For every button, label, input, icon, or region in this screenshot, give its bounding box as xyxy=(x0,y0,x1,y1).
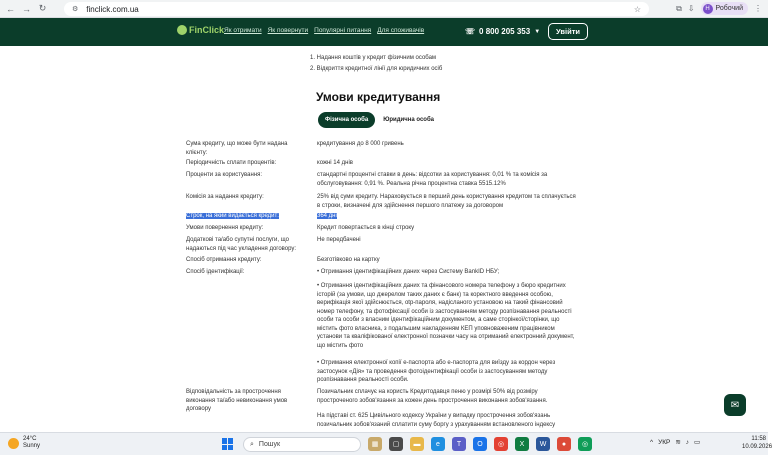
logo-text: FinClick xyxy=(189,25,225,35)
language-indicator[interactable]: УКР xyxy=(658,438,671,446)
row-value: • Отримання електронної копії е-паспорта або е-паспорта для виїзду за кордон через застосунок «Дія» та проведення фотоідентифікації особи із застосуванням методу розпізнавання реальності особи. xyxy=(317,360,556,383)
row-label: Умови повернення кредиту: xyxy=(186,225,264,231)
tab-individual[interactable]: Фізична особа xyxy=(318,112,375,128)
phone-dropdown[interactable] xyxy=(465,27,540,36)
nav-link-how-to-repay[interactable]: Як повернути xyxy=(267,27,309,34)
logo-mark-icon xyxy=(177,25,187,35)
nav-link-consumers[interactable]: Для споживачів xyxy=(377,27,425,34)
address-bar[interactable] xyxy=(64,2,649,16)
chat-button[interactable] xyxy=(724,394,746,416)
widget-app-icon[interactable]: ▦ xyxy=(368,437,382,451)
row-value: Кредит повертається в кінці строку xyxy=(317,225,415,231)
wifi-icon[interactable]: ≋ xyxy=(675,439,681,446)
weather-widget[interactable] xyxy=(8,436,40,450)
teams-icon[interactable]: T xyxy=(452,437,466,451)
clock-date: 10.09.2026 xyxy=(742,444,772,450)
row-label: Періодичність сплати процентів: xyxy=(186,160,277,166)
battery-icon[interactable]: ▭ xyxy=(694,439,701,446)
tab-legal-entity[interactable]: Юридична особа xyxy=(383,117,434,123)
row-value: 25% від суми кредиту. Нараховується в перший день користування кредитом та сплачується в строки, визначені для здійснення першого платежу за договором xyxy=(317,194,576,209)
start-button[interactable] xyxy=(222,438,234,450)
row-label: Сума кредиту, що може бути надана клієнту: xyxy=(186,141,288,156)
site-header xyxy=(0,18,768,46)
nav-link-faq[interactable]: Популярні питання xyxy=(314,27,372,34)
row-value: На підставі ст. 625 Цивільного кодексу України у випадку прострочення зобов'язань позичальник зобов'язаний сплатити суму боргу з урахуванням встановленого індексу xyxy=(317,413,556,428)
url-text: finclick.com.ua xyxy=(86,4,139,14)
downloads-icon[interactable]: ⇩ xyxy=(687,4,695,13)
bookmark-star-icon[interactable]: ☆ xyxy=(633,4,641,14)
row-label: Проценти за користування: xyxy=(186,172,263,178)
services-list xyxy=(310,55,442,77)
nav-link-how-to-get[interactable]: Як отримати xyxy=(224,27,262,34)
chrome-icon[interactable]: ◎ xyxy=(494,437,508,451)
page-title: Умови кредитування xyxy=(316,90,441,104)
row-label: Спосіб ідентифікації: xyxy=(186,269,245,275)
list-item: 2. Відкриття кредитної лінії для юридичних осіб xyxy=(310,66,443,72)
profile-label: Робочий xyxy=(715,5,743,12)
row-label: Строк, на який видається кредит: xyxy=(186,213,279,219)
row-label: Спосіб отримання кредиту: xyxy=(186,257,262,263)
back-icon[interactable]: ← xyxy=(6,3,15,14)
chevron-down-icon: ▼ xyxy=(534,28,541,35)
task-view-icon[interactable]: ▢ xyxy=(389,437,403,451)
profile-button[interactable] xyxy=(701,2,748,15)
main-nav xyxy=(224,27,424,34)
row-value: кредитування до 8 000 гривень xyxy=(317,141,404,147)
client-type-tabs xyxy=(318,112,434,128)
row-value: • Отримання ідентифікаційних даних через Систему BankID НБУ; xyxy=(317,269,500,275)
extensions-icon[interactable]: ⧉ xyxy=(676,3,682,13)
pinned-apps xyxy=(368,437,592,451)
clock[interactable] xyxy=(742,435,772,451)
row-value: Позичальник сплачує на користь Кредитодавця пеню у розмірі 50% від розміру простроченого зобов'язання за кожен день прострочення виконання зобов'язання. xyxy=(317,389,548,404)
row-value: 364 дні xyxy=(317,213,337,219)
sun-icon xyxy=(8,438,19,449)
outlook-icon[interactable]: O xyxy=(473,437,487,451)
reload-icon[interactable]: ↻ xyxy=(38,3,47,13)
chat-icon: ✉ xyxy=(730,399,740,411)
page-content xyxy=(0,46,768,432)
search-placeholder: Пошук xyxy=(258,441,281,448)
weather-condition: Sunny xyxy=(23,443,41,449)
forward-icon[interactable]: → xyxy=(22,3,31,14)
row-value: Безготівково на картку xyxy=(317,257,380,263)
phone-number: 0 800 205 353 xyxy=(479,27,531,36)
logo[interactable] xyxy=(177,25,224,35)
system-tray xyxy=(650,438,700,446)
row-value: кожні 14 днів xyxy=(317,160,353,166)
avatar: Н xyxy=(703,4,713,14)
search-icon: ⌕ xyxy=(250,440,254,448)
file-explorer-icon[interactable]: ▬ xyxy=(410,437,424,451)
row-label: Комісія за надання кредиту: xyxy=(186,194,264,200)
chrome-profile-icon[interactable]: ◎ xyxy=(578,437,592,451)
row-label: Додаткові та/або супутні послуги, що надаються під час укладення договору: xyxy=(186,237,297,252)
site-info-icon[interactable]: ⚙ xyxy=(72,6,79,13)
row-value: Не передбачені xyxy=(317,237,361,243)
weather-temp: 24°C xyxy=(23,436,37,442)
edge-icon[interactable]: e xyxy=(431,437,445,451)
login-button[interactable]: Увійти xyxy=(548,23,588,40)
menu-icon[interactable]: ⋮ xyxy=(754,4,762,13)
word-icon[interactable]: W xyxy=(536,437,550,451)
chevron-up-icon[interactable]: ^ xyxy=(650,438,654,446)
taskbar-search[interactable] xyxy=(243,437,361,452)
clock-time: 11:58 xyxy=(751,436,766,442)
row-value: стандартні процентні ставки в день: відсотки за користування: 0,01 % та комісія за обслуговування: 0,91 %. Реальна річна процентна ставка 5515.12% xyxy=(317,172,548,187)
phone-icon: ☏ xyxy=(465,27,476,36)
row-value: • Отримання ідентифікаційних даних та фінансового номера телефону з бюро кредитних історій (за умови, що джерелом таких даних є банк) та коректного введення особою, верифікація якої здійснюється, otp-пароля, надісланого установою на такий фінансовий номер телефону, та фотофіксації особи із застосуванням методу розпізнавання реальності особи та особи з власним ідентифікаційним документом, а саме сторінкої/сторінки, що містить фото власника, з подальшим накладенням КЕП уповноваженим працівником установи та кваліфікованої електронної позначки часу на отриманий електронний документ, що містить фото xyxy=(317,283,575,349)
taskbar xyxy=(0,432,772,455)
app-icon[interactable]: ● xyxy=(557,437,571,451)
row-label: Відповідальність за прострочення виконання та/або невиконання умов договору xyxy=(186,389,288,412)
browser-toolbar xyxy=(0,0,768,18)
excel-icon[interactable]: X xyxy=(515,437,529,451)
list-item: 1. Надання коштів у кредит фізичним особам xyxy=(310,55,437,61)
volume-icon[interactable]: ♪ xyxy=(685,438,690,446)
